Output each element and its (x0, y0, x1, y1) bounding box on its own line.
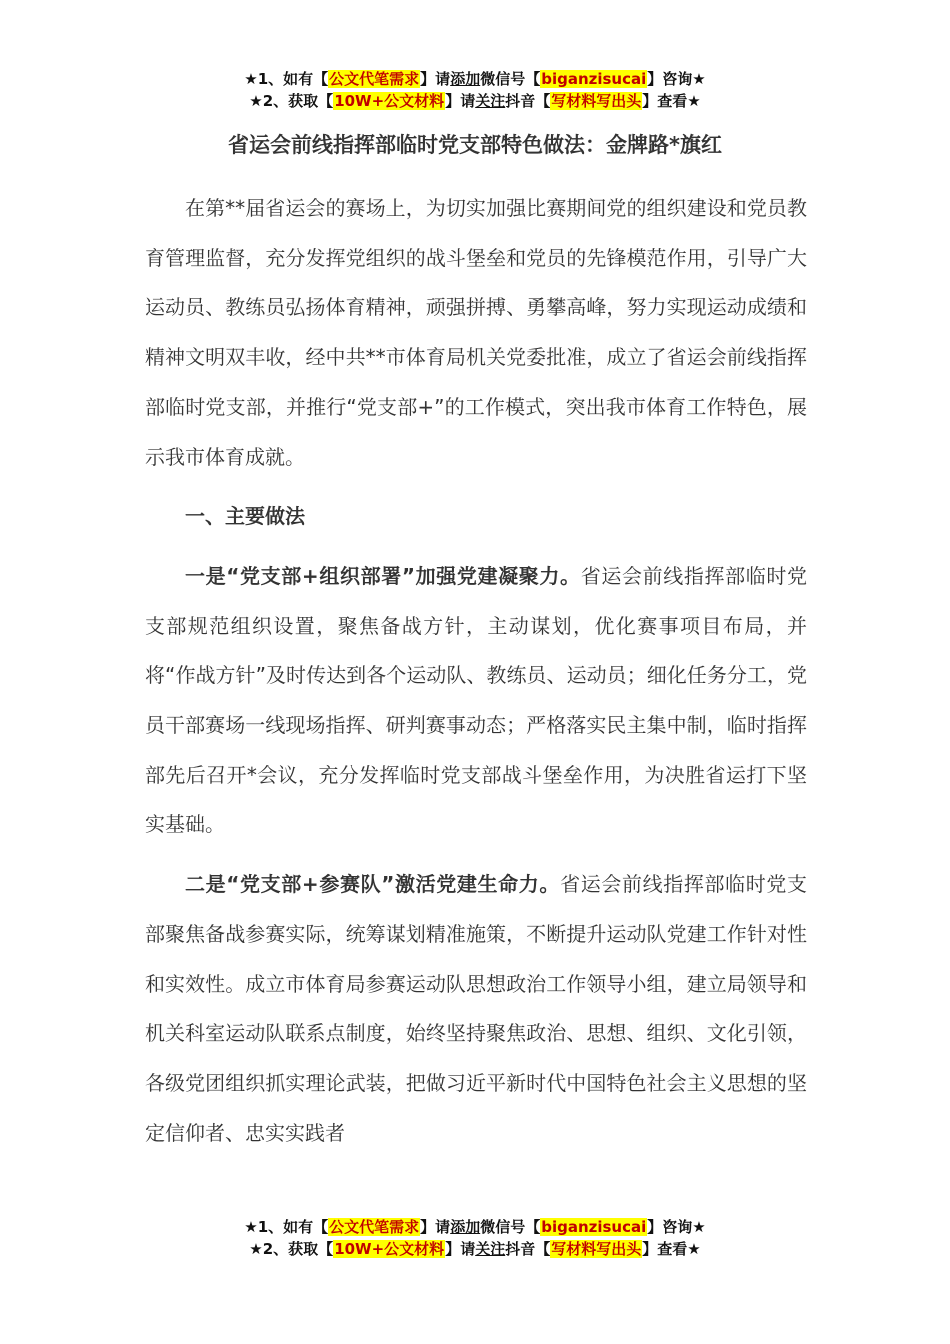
promo-highlight: 10W+公文材料 (334, 92, 445, 110)
document-title: 省运会前线指挥部临时党支部特色做法：金牌路*旗红 (228, 133, 722, 157)
paragraph-2 (145, 860, 807, 1158)
promo-line-2: ★2、获取【10W+公文材料】请关注抖音【写材料写出头】查看★ (249, 1240, 701, 1258)
paragraph-lead: 一是“党支部+组织部署”加强党建凝聚力。 (185, 563, 581, 588)
section-heading: 一、主要做法 (185, 504, 305, 529)
intro-paragraph: 在第**届省运会的赛场上，为切实加强比赛期间党的组织建设和党员教育管理监督，充分发挥党组织的战斗堡垒和党员的先锋模范作用，引导广大运动员、教练员弘扬体育精神，顽强拼搏、勇攀高峰，努力实现运动成绩和精神文明双丰收，经中共**市体育局机关党委批准，成立了省运会前线指挥部临时党支部，并推行“党支部+”的工作模式，突出我市体育工作特色，展示我市体育成就。 (145, 196, 807, 469)
promo-banner-bottom (0, 1216, 950, 1260)
promo-highlight: biganzisucai (541, 70, 647, 88)
promo-highlight: 写材料写出头 (551, 1240, 642, 1258)
promo-banner-top (0, 68, 950, 112)
paragraph-lead: 二是“党支部+参赛队”激活党建生命力。 (185, 872, 561, 897)
document-body (145, 184, 807, 1158)
promo-highlight: 公文代笔需求 (329, 70, 420, 88)
promo-highlight: 10W+公文材料 (334, 1240, 445, 1258)
paragraph-1 (145, 552, 807, 850)
promo-highlight: biganzisucai (541, 1218, 647, 1236)
promo-line-1: ★1、如有【公文代笔需求】请添加微信号【biganzisucai】咨询★ (244, 70, 706, 88)
paragraph-text: 省运会前线指挥部临时党支部规范组织设置，聚焦备战方针，主动谋划，优化赛事项目布局，并将“作战方针”及时传达到各个运动队、教练员、运动员；细化任务分工，党员干部赛场一线现场指挥、研判赛事动态；严格落实民主集中制，临时指挥部先后召开*会议，充分发挥临时党支部战斗堡垒作用，为决胜省运打下坚实基础。 (145, 563, 808, 837)
promo-line-2: ★2、获取【10W+公文材料】请关注抖音【写材料写出头】查看★ (249, 92, 701, 110)
paragraph-text: 省运会前线指挥部临时党支部聚焦备战参赛实际，统筹谋划精准施策，不断提升运动队党建工作针对性和实效性。成立市体育局参赛运动队思想政治工作领导小组，建立局领导和机关科室运动队联系点制度，始终坚持聚焦政治、思想、组织、文化引领，各级党团组织抓实理论武装，把做习近平新时代中国特色社会主义思想的坚定信仰者、忠实实践者 (145, 872, 808, 1145)
promo-line-1: ★1、如有【公文代笔需求】请添加微信号【biganzisucai】咨询★ (244, 1218, 706, 1236)
promo-highlight: 写材料写出头 (551, 92, 642, 110)
promo-highlight: 公文代笔需求 (329, 1218, 420, 1236)
